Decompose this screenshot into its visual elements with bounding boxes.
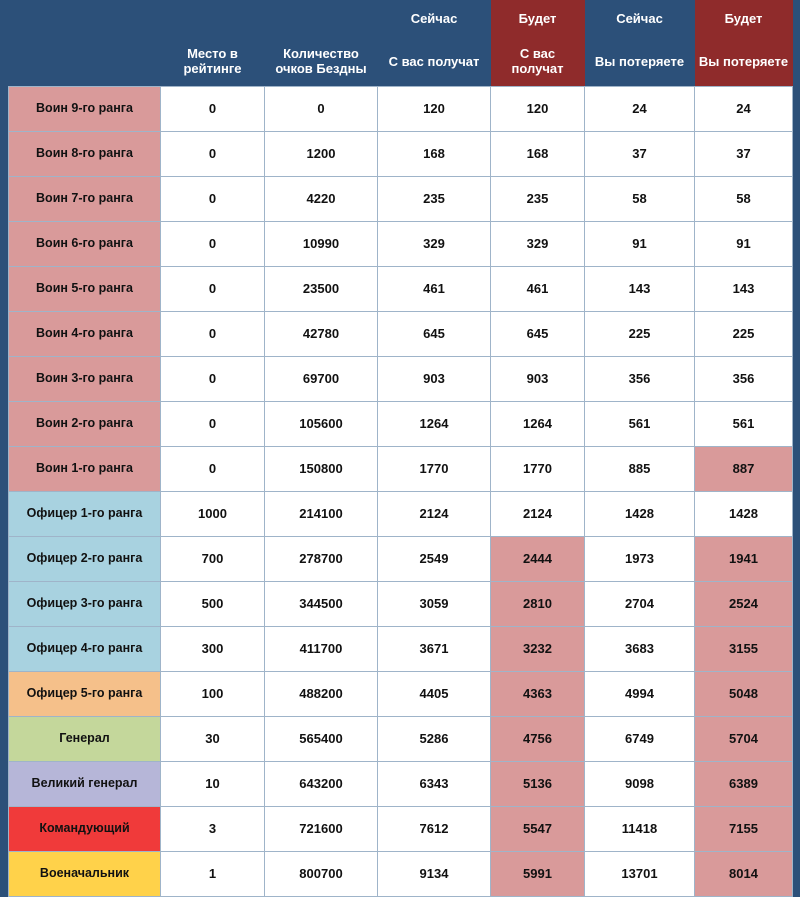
table-row bbox=[9, 402, 793, 447]
cell-now-gain: 3671 bbox=[378, 627, 491, 672]
table-row bbox=[9, 537, 793, 582]
header-group-blank-1 bbox=[9, 0, 161, 38]
cell-rating-place: 0 bbox=[161, 402, 265, 447]
header-col-will-gain: С вас получат bbox=[491, 38, 585, 87]
cell-will-lose: 7155 bbox=[695, 807, 793, 852]
cell-abyss-points: 10990 bbox=[265, 222, 378, 267]
table-row bbox=[9, 357, 793, 402]
cell-will-lose: 3155 bbox=[695, 627, 793, 672]
table-row bbox=[9, 87, 793, 132]
rank-label: Офицер 5-го ранга bbox=[9, 672, 161, 717]
cell-will-gain: 461 bbox=[491, 267, 585, 312]
table-row bbox=[9, 177, 793, 222]
cell-rating-place: 0 bbox=[161, 132, 265, 177]
cell-now-gain: 120 bbox=[378, 87, 491, 132]
cell-rating-place: 700 bbox=[161, 537, 265, 582]
cell-will-lose: 8014 bbox=[695, 852, 793, 897]
rank-label: Воин 3-го ранга bbox=[9, 357, 161, 402]
table-row bbox=[9, 492, 793, 537]
cell-rating-place: 0 bbox=[161, 222, 265, 267]
cell-now-lose: 561 bbox=[585, 402, 695, 447]
cell-abyss-points: 800700 bbox=[265, 852, 378, 897]
cell-rating-place: 0 bbox=[161, 87, 265, 132]
rank-label: Генерал bbox=[9, 717, 161, 762]
cell-now-lose: 11418 bbox=[585, 807, 695, 852]
cell-now-gain: 3059 bbox=[378, 582, 491, 627]
cell-now-lose: 356 bbox=[585, 357, 695, 402]
rank-label: Командующий bbox=[9, 807, 161, 852]
rank-label: Офицер 1-го ранга bbox=[9, 492, 161, 537]
cell-now-gain: 645 bbox=[378, 312, 491, 357]
cell-will-lose: 2524 bbox=[695, 582, 793, 627]
cell-will-lose: 37 bbox=[695, 132, 793, 177]
cell-now-lose: 885 bbox=[585, 447, 695, 492]
cell-abyss-points: 643200 bbox=[265, 762, 378, 807]
header-group-blank-2 bbox=[161, 0, 265, 38]
cell-rating-place: 500 bbox=[161, 582, 265, 627]
cell-abyss-points: 214100 bbox=[265, 492, 378, 537]
cell-will-gain: 168 bbox=[491, 132, 585, 177]
cell-will-lose: 887 bbox=[695, 447, 793, 492]
cell-rating-place: 0 bbox=[161, 357, 265, 402]
cell-will-lose: 225 bbox=[695, 312, 793, 357]
header-col-will-lose: Вы потеряете bbox=[695, 38, 793, 87]
cell-will-lose: 58 bbox=[695, 177, 793, 222]
cell-now-lose: 1428 bbox=[585, 492, 695, 537]
cell-abyss-points: 69700 bbox=[265, 357, 378, 402]
table-row bbox=[9, 447, 793, 492]
cell-will-gain: 645 bbox=[491, 312, 585, 357]
cell-will-gain: 120 bbox=[491, 87, 585, 132]
cell-now-gain: 329 bbox=[378, 222, 491, 267]
table-row bbox=[9, 852, 793, 897]
rank-label: Офицер 4-го ранга bbox=[9, 627, 161, 672]
table-row bbox=[9, 312, 793, 357]
cell-now-lose: 24 bbox=[585, 87, 695, 132]
cell-now-gain: 6343 bbox=[378, 762, 491, 807]
cell-rating-place: 0 bbox=[161, 312, 265, 357]
rank-label: Воин 8-го ранга bbox=[9, 132, 161, 177]
cell-now-lose: 2704 bbox=[585, 582, 695, 627]
cell-will-lose: 1941 bbox=[695, 537, 793, 582]
cell-will-gain: 329 bbox=[491, 222, 585, 267]
cell-will-gain: 5547 bbox=[491, 807, 585, 852]
header-group-will-lose: Будет bbox=[695, 0, 793, 38]
cell-rating-place: 10 bbox=[161, 762, 265, 807]
table-row bbox=[9, 762, 793, 807]
abyss-rank-table bbox=[8, 0, 793, 897]
cell-will-gain: 235 bbox=[491, 177, 585, 222]
cell-will-lose: 561 bbox=[695, 402, 793, 447]
cell-rating-place: 0 bbox=[161, 177, 265, 222]
cell-will-gain: 2810 bbox=[491, 582, 585, 627]
cell-abyss-points: 0 bbox=[265, 87, 378, 132]
cell-will-lose: 91 bbox=[695, 222, 793, 267]
cell-now-gain: 4405 bbox=[378, 672, 491, 717]
rank-label: Воин 1-го ранга bbox=[9, 447, 161, 492]
cell-now-lose: 58 bbox=[585, 177, 695, 222]
cell-abyss-points: 150800 bbox=[265, 447, 378, 492]
cell-will-lose: 6389 bbox=[695, 762, 793, 807]
rank-label: Великий генерал bbox=[9, 762, 161, 807]
cell-will-gain: 2444 bbox=[491, 537, 585, 582]
header-col-abyss-points: Количество очков Бездны bbox=[265, 38, 378, 87]
table-row bbox=[9, 672, 793, 717]
header-group-row bbox=[9, 0, 793, 38]
cell-abyss-points: 278700 bbox=[265, 537, 378, 582]
cell-rating-place: 0 bbox=[161, 267, 265, 312]
cell-rating-place: 1000 bbox=[161, 492, 265, 537]
cell-abyss-points: 105600 bbox=[265, 402, 378, 447]
cell-now-lose: 91 bbox=[585, 222, 695, 267]
cell-rating-place: 3 bbox=[161, 807, 265, 852]
cell-now-lose: 1973 bbox=[585, 537, 695, 582]
table-row bbox=[9, 132, 793, 177]
cell-will-lose: 143 bbox=[695, 267, 793, 312]
rank-label: Воин 7-го ранга bbox=[9, 177, 161, 222]
cell-abyss-points: 721600 bbox=[265, 807, 378, 852]
cell-rating-place: 1 bbox=[161, 852, 265, 897]
cell-now-gain: 461 bbox=[378, 267, 491, 312]
cell-now-gain: 168 bbox=[378, 132, 491, 177]
table-row bbox=[9, 582, 793, 627]
cell-now-lose: 4994 bbox=[585, 672, 695, 717]
cell-will-gain: 1264 bbox=[491, 402, 585, 447]
cell-abyss-points: 411700 bbox=[265, 627, 378, 672]
cell-abyss-points: 4220 bbox=[265, 177, 378, 222]
cell-will-gain: 5136 bbox=[491, 762, 585, 807]
cell-will-gain: 903 bbox=[491, 357, 585, 402]
header-group-blank-3 bbox=[265, 0, 378, 38]
table-row bbox=[9, 627, 793, 672]
cell-will-lose: 1428 bbox=[695, 492, 793, 537]
cell-will-gain: 4756 bbox=[491, 717, 585, 762]
header-column-row bbox=[9, 38, 793, 87]
rank-label: Воин 6-го ранга bbox=[9, 222, 161, 267]
table-row bbox=[9, 807, 793, 852]
cell-now-lose: 13701 bbox=[585, 852, 695, 897]
cell-abyss-points: 565400 bbox=[265, 717, 378, 762]
cell-now-lose: 225 bbox=[585, 312, 695, 357]
cell-now-lose: 3683 bbox=[585, 627, 695, 672]
cell-now-gain: 9134 bbox=[378, 852, 491, 897]
table-body bbox=[9, 87, 793, 897]
header-col-now-gain: С вас получат bbox=[378, 38, 491, 87]
cell-now-gain: 2124 bbox=[378, 492, 491, 537]
header-col-rating-place: Место в рейтинге bbox=[161, 38, 265, 87]
rank-label: Офицер 2-го ранга bbox=[9, 537, 161, 582]
header-group-will-gain: Будет bbox=[491, 0, 585, 38]
cell-will-lose: 24 bbox=[695, 87, 793, 132]
cell-will-lose: 356 bbox=[695, 357, 793, 402]
cell-will-lose: 5704 bbox=[695, 717, 793, 762]
cell-now-lose: 143 bbox=[585, 267, 695, 312]
header-col-rankname bbox=[9, 38, 161, 87]
header-group-now-gain: Сейчас bbox=[378, 0, 491, 38]
header-col-now-lose: Вы потеряете bbox=[585, 38, 695, 87]
cell-now-gain: 1770 bbox=[378, 447, 491, 492]
cell-now-gain: 1264 bbox=[378, 402, 491, 447]
cell-abyss-points: 344500 bbox=[265, 582, 378, 627]
rank-label: Воин 5-го ранга bbox=[9, 267, 161, 312]
cell-will-lose: 5048 bbox=[695, 672, 793, 717]
cell-abyss-points: 1200 bbox=[265, 132, 378, 177]
table-header bbox=[9, 0, 793, 87]
rank-label: Воин 2-го ранга bbox=[9, 402, 161, 447]
cell-abyss-points: 42780 bbox=[265, 312, 378, 357]
cell-abyss-points: 488200 bbox=[265, 672, 378, 717]
cell-abyss-points: 23500 bbox=[265, 267, 378, 312]
cell-now-lose: 6749 bbox=[585, 717, 695, 762]
cell-will-gain: 4363 bbox=[491, 672, 585, 717]
header-group-now-lose: Сейчас bbox=[585, 0, 695, 38]
rank-label: Воин 4-го ранга bbox=[9, 312, 161, 357]
cell-will-gain: 5991 bbox=[491, 852, 585, 897]
rank-label: Офицер 3-го ранга bbox=[9, 582, 161, 627]
rank-label: Военачальник bbox=[9, 852, 161, 897]
cell-will-gain: 2124 bbox=[491, 492, 585, 537]
table-row bbox=[9, 222, 793, 267]
cell-now-gain: 7612 bbox=[378, 807, 491, 852]
cell-rating-place: 300 bbox=[161, 627, 265, 672]
cell-now-lose: 37 bbox=[585, 132, 695, 177]
cell-rating-place: 100 bbox=[161, 672, 265, 717]
rank-label: Воин 9-го ранга bbox=[9, 87, 161, 132]
cell-now-gain: 235 bbox=[378, 177, 491, 222]
cell-now-gain: 2549 bbox=[378, 537, 491, 582]
cell-will-gain: 3232 bbox=[491, 627, 585, 672]
table-row bbox=[9, 267, 793, 312]
cell-now-lose: 9098 bbox=[585, 762, 695, 807]
cell-now-gain: 903 bbox=[378, 357, 491, 402]
cell-rating-place: 30 bbox=[161, 717, 265, 762]
cell-now-gain: 5286 bbox=[378, 717, 491, 762]
table-row bbox=[9, 717, 793, 762]
cell-rating-place: 0 bbox=[161, 447, 265, 492]
cell-will-gain: 1770 bbox=[491, 447, 585, 492]
